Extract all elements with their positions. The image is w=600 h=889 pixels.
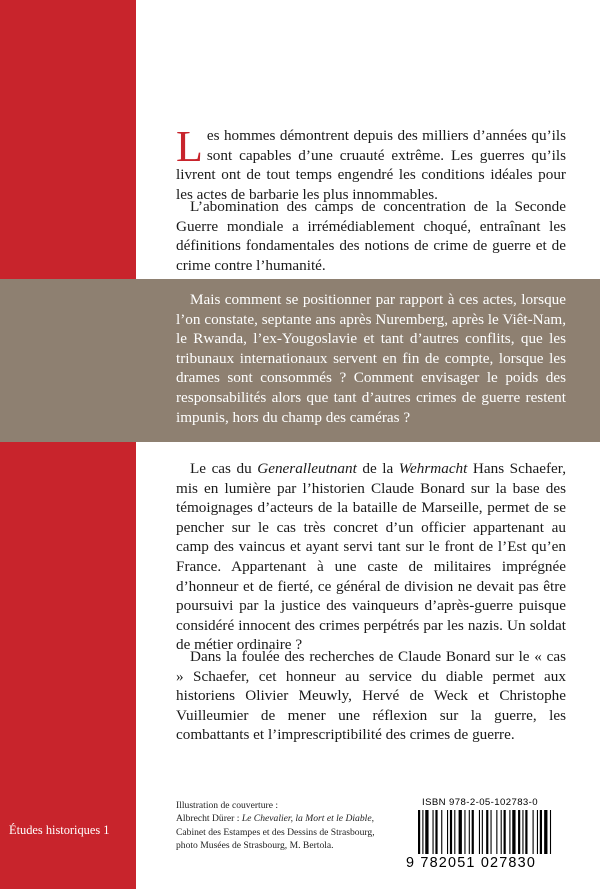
case-paragraph [176, 459, 566, 655]
isbn-label: ISBN 978-2-05-102783-0 [422, 797, 538, 808]
intro-paragraph [176, 122, 566, 204]
credits-line-4: photo Musées de Strasbourg, M. Bertola. [176, 840, 334, 852]
credits-artwork: Le Chevalier, la Mort et le Diable [241, 813, 372, 825]
barcode-digits: 9 782051 027830 [406, 855, 537, 871]
band-paragraph: Mais comment se positionner par rapport à ces actes, lorsque l’on constate, septante ans après Nuremberg, après le Viêt-Nam, le Rwanda, l’ex-Yougoslavie et tant d’autres conflits, que les tribunaux internationaux servent en fin de compte, lorsque les drames sont consommés ? Comment envisager le poids des responsabilités alors que tant d’autres crimes de guerre restent impunis, hors du champ des caméras ? [176, 291, 566, 426]
cover-credits [176, 799, 416, 853]
series-label: Études historiques 1 [9, 823, 110, 837]
army-italic: Wehrmacht [398, 460, 468, 477]
closing-paragraph: Dans la foulée des recherches de Claude Bonard sur le « cas » Schaefer, cet honneur au service du diable permet aux historiens Olivier Meuwly, Hervé de Weck et Christophe Vuilleumier de mener une réflexion sur la guerre, les combattants et l’imprescriptibilité des crimes de guerre. [176, 648, 566, 744]
second-paragraph: L’abomination des camps de concentration de la Seconde Guerre mondiale a irrémédiablement choqué, entraînant les définitions fondamentales des notions de crime de guerre et de crime contre l’humanité. [176, 198, 566, 274]
case-text-b: de la [356, 460, 399, 477]
drop-cap: L [176, 122, 203, 171]
barcode-icon [418, 810, 586, 854]
case-text-c: Hans Schaefer, mis en lumière par l’historien Claude Bonard sur la base des témoignages d’acteurs de la bataille de Marseille, permet de se pencher sur le cas très concret d’un officier appartenant au camp des vaincus et ayant servi tant sur le front de l’Est qu’en France. Appartenant à une caste de militaires imprégnée d’honneur et de fierté, ce général de division ne devait pas être poursuivi par la justice des vainqueurs d’après-guerre puisque considéré innocent des crimes perpétrés par les nazis. Un soldat de métier ordinaire ? [176, 460, 566, 654]
credits-artist: Albrecht Dürer : [176, 813, 242, 825]
red-spine-strip [0, 0, 136, 889]
credits-line-1: Illustration de couverture : [176, 800, 279, 811]
rank-italic: Generalleutnant [257, 460, 357, 477]
case-text-a: Le cas du [190, 460, 258, 477]
credits-line-3: Cabinet des Estampes et des Dessins de Strasbourg, [176, 826, 375, 838]
credits-artwork-end: , [371, 813, 374, 825]
credits-line-2 [176, 812, 416, 825]
intro-paragraph-text: es hommes démontrent depuis des milliers d’années qu’ils sont capables d’une cruauté extrême. Les guerres qu’ils livrent ont de tout temps engendré les conditions idéales pour les actes de barbarie les plus innommables. [176, 127, 566, 203]
